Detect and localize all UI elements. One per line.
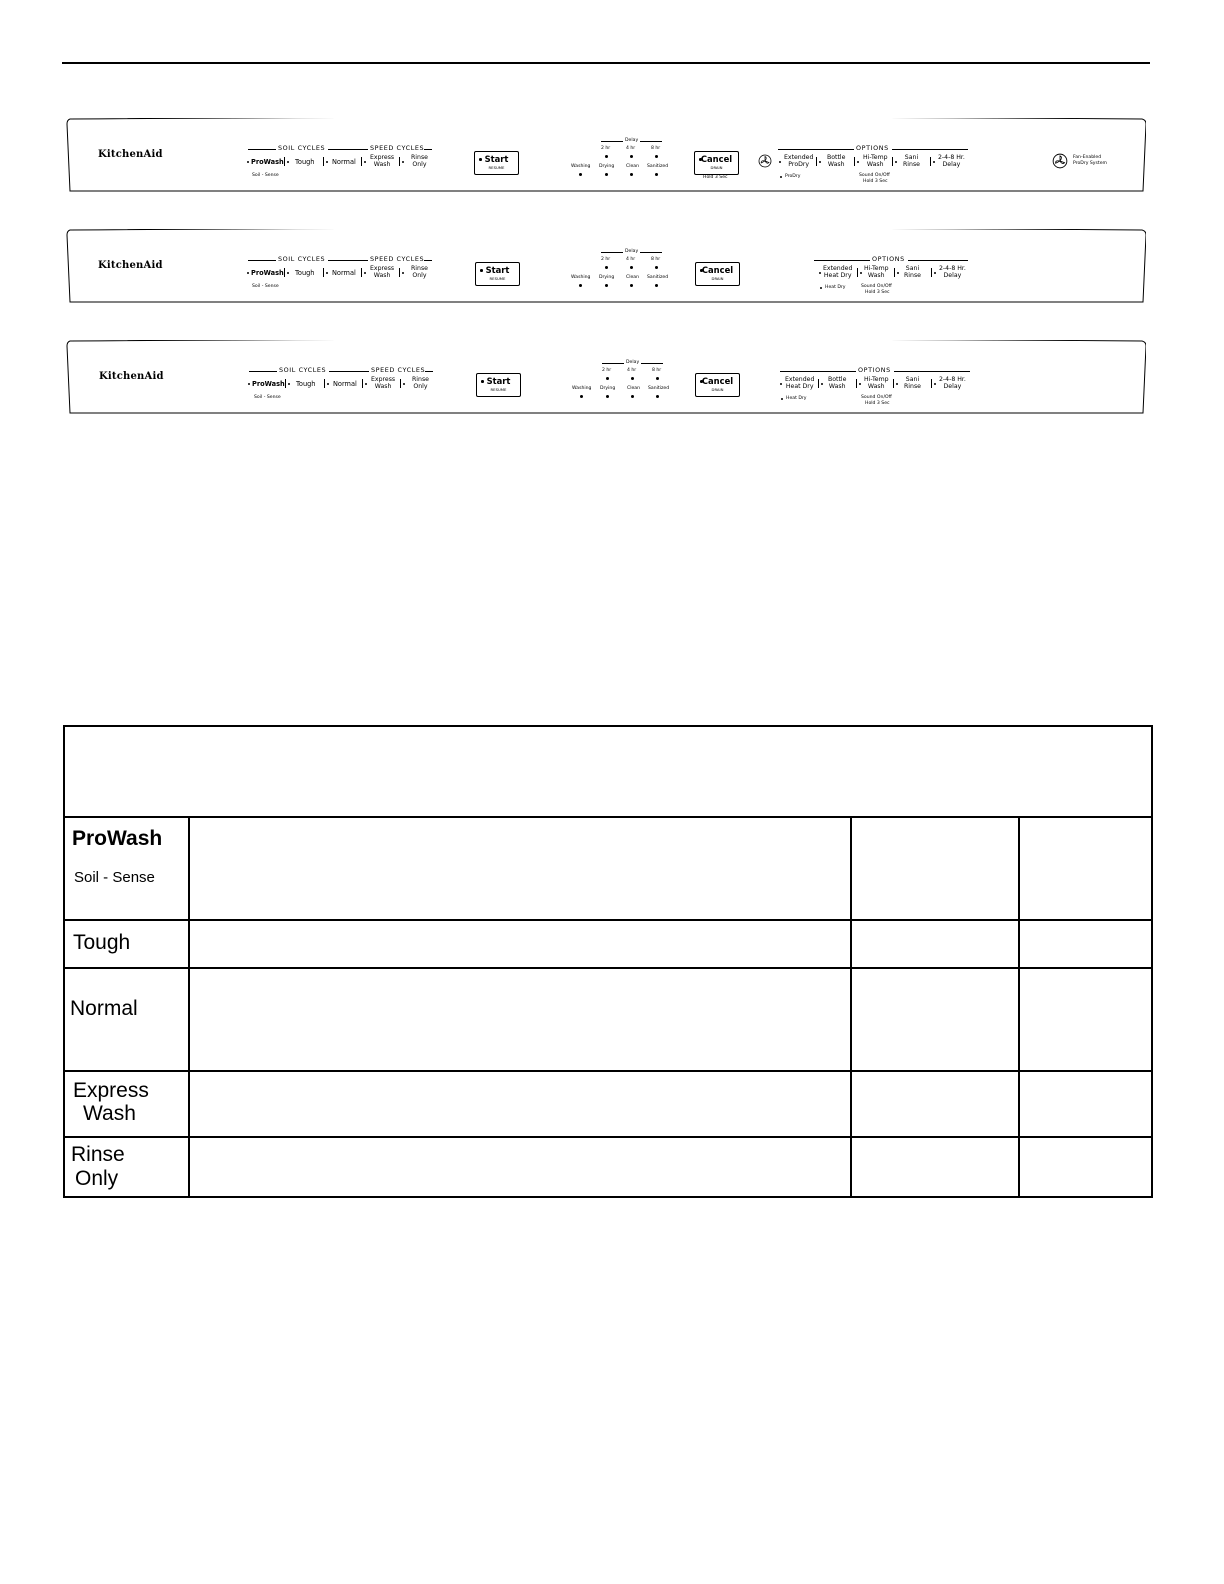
start-button[interactable]: Start RESUME: [476, 373, 521, 397]
fan-icon: [758, 154, 772, 168]
hold-label: Hold 3 Sec: [865, 290, 890, 295]
hi-temp-wash-button[interactable]: Hi-Temp Wash: [864, 265, 889, 279]
clean-label: Clean: [627, 386, 641, 391]
washing-light: [579, 284, 582, 287]
brand-logo: KitchenAid: [98, 260, 163, 271]
cycle-name-cell: [64, 817, 189, 920]
extended-heat-dry-button[interactable]: Extended Heat Dry: [785, 376, 815, 390]
cycle-name-line1: Express: [73, 1079, 149, 1102]
sanitized-label: Sanitized: [648, 386, 670, 391]
washing-label: Washing: [571, 275, 591, 280]
delay-2hr-light: [606, 377, 609, 380]
description-cell: [189, 817, 851, 920]
speed-cycles-heading: SPEED CYCLES: [371, 366, 426, 374]
heat-dry-indicator-label: Heat Dry: [786, 396, 807, 401]
prowash-button[interactable]: ProWash: [251, 158, 284, 166]
table-header-cell: [64, 726, 1152, 817]
start-button[interactable]: Start RESUME: [475, 262, 520, 286]
delay-8hr-light: [655, 266, 658, 269]
cycle-table: [63, 725, 1153, 1198]
express-wash-button[interactable]: Express Wash: [370, 265, 395, 279]
data-cell: [1019, 1071, 1152, 1137]
fan-enabled-icon: [1052, 153, 1068, 169]
washing-label: Washing: [572, 386, 592, 391]
sound-label: Sound On/Off: [861, 284, 892, 289]
data-cell: [851, 817, 1019, 920]
washing-label: Washing: [571, 164, 591, 169]
drying-label: Drying: [599, 164, 615, 169]
table-row: [64, 1137, 1152, 1197]
prowash-button[interactable]: ProWash: [251, 269, 284, 277]
cancel-button[interactable]: Cancel DRAIN: [695, 373, 740, 397]
normal-button[interactable]: Normal: [332, 269, 356, 277]
soil-sense-label: Soil - Sense: [252, 173, 279, 178]
description-cell: [189, 1137, 851, 1197]
delay-8hr-label: 8 hr: [652, 368, 662, 373]
sanitized-label: Sanitized: [647, 275, 669, 280]
cycle-name-cell: [64, 1137, 189, 1197]
washing-light: [580, 395, 583, 398]
control-panel-2: [66, 229, 1146, 303]
delay-8hr-label: 8 hr: [651, 257, 661, 262]
cycle-name: Tough: [73, 931, 131, 954]
cycle-name-line2: Only: [75, 1167, 119, 1190]
delay-heading: Delay: [626, 360, 640, 365]
hi-temp-wash-button[interactable]: Hi-Temp Wash: [863, 154, 888, 168]
delay-4hr-light: [631, 377, 634, 380]
data-cell: [851, 1071, 1019, 1137]
data-cell: [1019, 920, 1152, 968]
cycle-name-line1: Rinse: [71, 1143, 125, 1166]
description-cell: [189, 968, 851, 1071]
description-cell: [189, 1071, 851, 1137]
sanitized-light: [655, 284, 658, 287]
delay-4hr-label: 4 hr: [626, 257, 636, 262]
delay-8hr-light: [655, 155, 658, 158]
table-row: [64, 1071, 1152, 1137]
delay-option-button[interactable]: 2-4-8 Hr. Delay: [939, 265, 966, 279]
brand-logo: KitchenAid: [98, 149, 163, 160]
tough-button[interactable]: Tough: [295, 269, 315, 277]
brand-logo: KitchenAid: [99, 371, 164, 382]
delay-8hr-light: [656, 377, 659, 380]
hold-label: Hold 3 Sec: [865, 401, 890, 406]
clean-label: Clean: [626, 275, 640, 280]
soil-sense-label: Soil - Sense: [254, 395, 281, 400]
options-heading: OPTIONS: [858, 366, 891, 374]
prodry-indicator-label: ProDry: [785, 174, 801, 179]
soil-cycles-heading: SOIL CYCLES: [278, 144, 326, 152]
drying-light: [605, 173, 608, 176]
washing-light: [579, 173, 582, 176]
clean-light: [630, 173, 633, 176]
delay-2hr-light: [605, 266, 608, 269]
clean-label: Clean: [626, 164, 640, 169]
hi-temp-wash-button[interactable]: Hi-Temp Wash: [864, 376, 889, 390]
sani-rinse-button[interactable]: Sani Rinse: [904, 376, 921, 390]
options-heading: OPTIONS: [872, 255, 905, 263]
data-cell: [1019, 1137, 1152, 1197]
table-header-row: [64, 726, 1152, 817]
data-cell: [1019, 968, 1152, 1071]
normal-button[interactable]: Normal: [332, 158, 356, 166]
control-panel-1: [66, 118, 1146, 192]
cancel-button[interactable]: Cancel DRAIN: [695, 262, 740, 286]
delay-4hr-label: 4 hr: [627, 368, 637, 373]
delay-2hr-label: 2 hr: [602, 368, 612, 373]
delay-heading: Delay: [625, 249, 639, 254]
header-rule: [62, 62, 1150, 64]
delay-2hr-light: [605, 155, 608, 158]
start-button[interactable]: Start RESUME: [474, 151, 519, 175]
cycle-name-cell: [64, 920, 189, 968]
delay-2hr-label: 2 hr: [601, 146, 611, 151]
table-row: [64, 817, 1152, 920]
cycle-name: ProWash: [72, 827, 163, 850]
bottle-wash-button[interactable]: Bottle Wash: [827, 154, 846, 168]
sanitized-light: [655, 173, 658, 176]
speed-cycles-heading: SPEED CYCLES: [370, 144, 425, 152]
speed-cycles-heading: SPEED CYCLES: [370, 255, 425, 263]
sanitized-light: [656, 395, 659, 398]
drying-label: Drying: [600, 386, 616, 391]
rinse-only-button[interactable]: Rinse Only: [411, 154, 428, 168]
sani-rinse-button[interactable]: Sani Rinse: [903, 154, 920, 168]
drying-light: [606, 395, 609, 398]
drying-label: Drying: [599, 275, 615, 280]
sani-rinse-button[interactable]: Sani Rinse: [904, 265, 921, 279]
delay-4hr-light: [630, 266, 633, 269]
hold-label: Hold 3 Sec: [863, 179, 888, 184]
sound-label: Sound On/Off: [861, 395, 892, 400]
table-row: [64, 920, 1152, 968]
cancel-hold-label: Hold 3 Sec: [703, 175, 728, 180]
soil-sense-label: Soil - Sense: [252, 284, 279, 289]
delay-4hr-light: [630, 155, 633, 158]
delay-4hr-label: 4 hr: [626, 146, 636, 151]
data-cell: [851, 920, 1019, 968]
cycle-name: Normal: [70, 997, 138, 1020]
sound-label: Sound On/Off: [859, 173, 890, 178]
sanitized-label: Sanitized: [647, 164, 669, 169]
fan-enabled-label: Fan-Enabled ProDry System: [1073, 155, 1108, 166]
delay-8hr-label: 8 hr: [651, 146, 661, 151]
normal-button[interactable]: Normal: [333, 380, 357, 388]
delay-option-button[interactable]: 2-4-8 Hr. Delay: [939, 376, 966, 390]
tough-button[interactable]: Tough: [295, 158, 315, 166]
cycle-subname: Soil - Sense: [74, 869, 155, 886]
express-wash-button[interactable]: Express Wash: [371, 376, 396, 390]
soil-cycles-heading: SOIL CYCLES: [279, 366, 327, 374]
delay-2hr-label: 2 hr: [601, 257, 611, 262]
cycle-name-line2: Wash: [83, 1102, 136, 1125]
extended-heat-dry-button[interactable]: Extended Heat Dry: [823, 265, 853, 279]
express-wash-button[interactable]: Express Wash: [370, 154, 395, 168]
cycle-name-cell: [64, 968, 189, 1071]
control-panel-3: [66, 340, 1146, 414]
extended-prodry-button[interactable]: Extended ProDry: [784, 154, 814, 168]
data-cell: [851, 968, 1019, 1071]
delay-option-button[interactable]: 2-4-8 Hr. Delay: [938, 154, 965, 168]
data-cell: [1019, 817, 1152, 920]
bottle-wash-button[interactable]: Bottle Wash: [828, 376, 847, 390]
data-cell: [851, 1137, 1019, 1197]
heat-dry-indicator-label: Heat Dry: [825, 285, 846, 290]
prowash-button[interactable]: ProWash: [252, 380, 285, 388]
table-row: [64, 968, 1152, 1071]
soil-cycles-heading: SOIL CYCLES: [278, 255, 326, 263]
rinse-only-button[interactable]: Rinse Only: [411, 265, 428, 279]
cancel-button[interactable]: Cancel DRAIN: [694, 151, 739, 175]
clean-light: [631, 395, 634, 398]
drying-light: [605, 284, 608, 287]
rinse-only-button[interactable]: Rinse Only: [412, 376, 429, 390]
tough-button[interactable]: Tough: [296, 380, 316, 388]
delay-heading: Delay: [625, 138, 639, 143]
clean-light: [630, 284, 633, 287]
cycle-name-cell: [64, 1071, 189, 1137]
options-heading: OPTIONS: [856, 144, 889, 152]
description-cell: [189, 920, 851, 968]
